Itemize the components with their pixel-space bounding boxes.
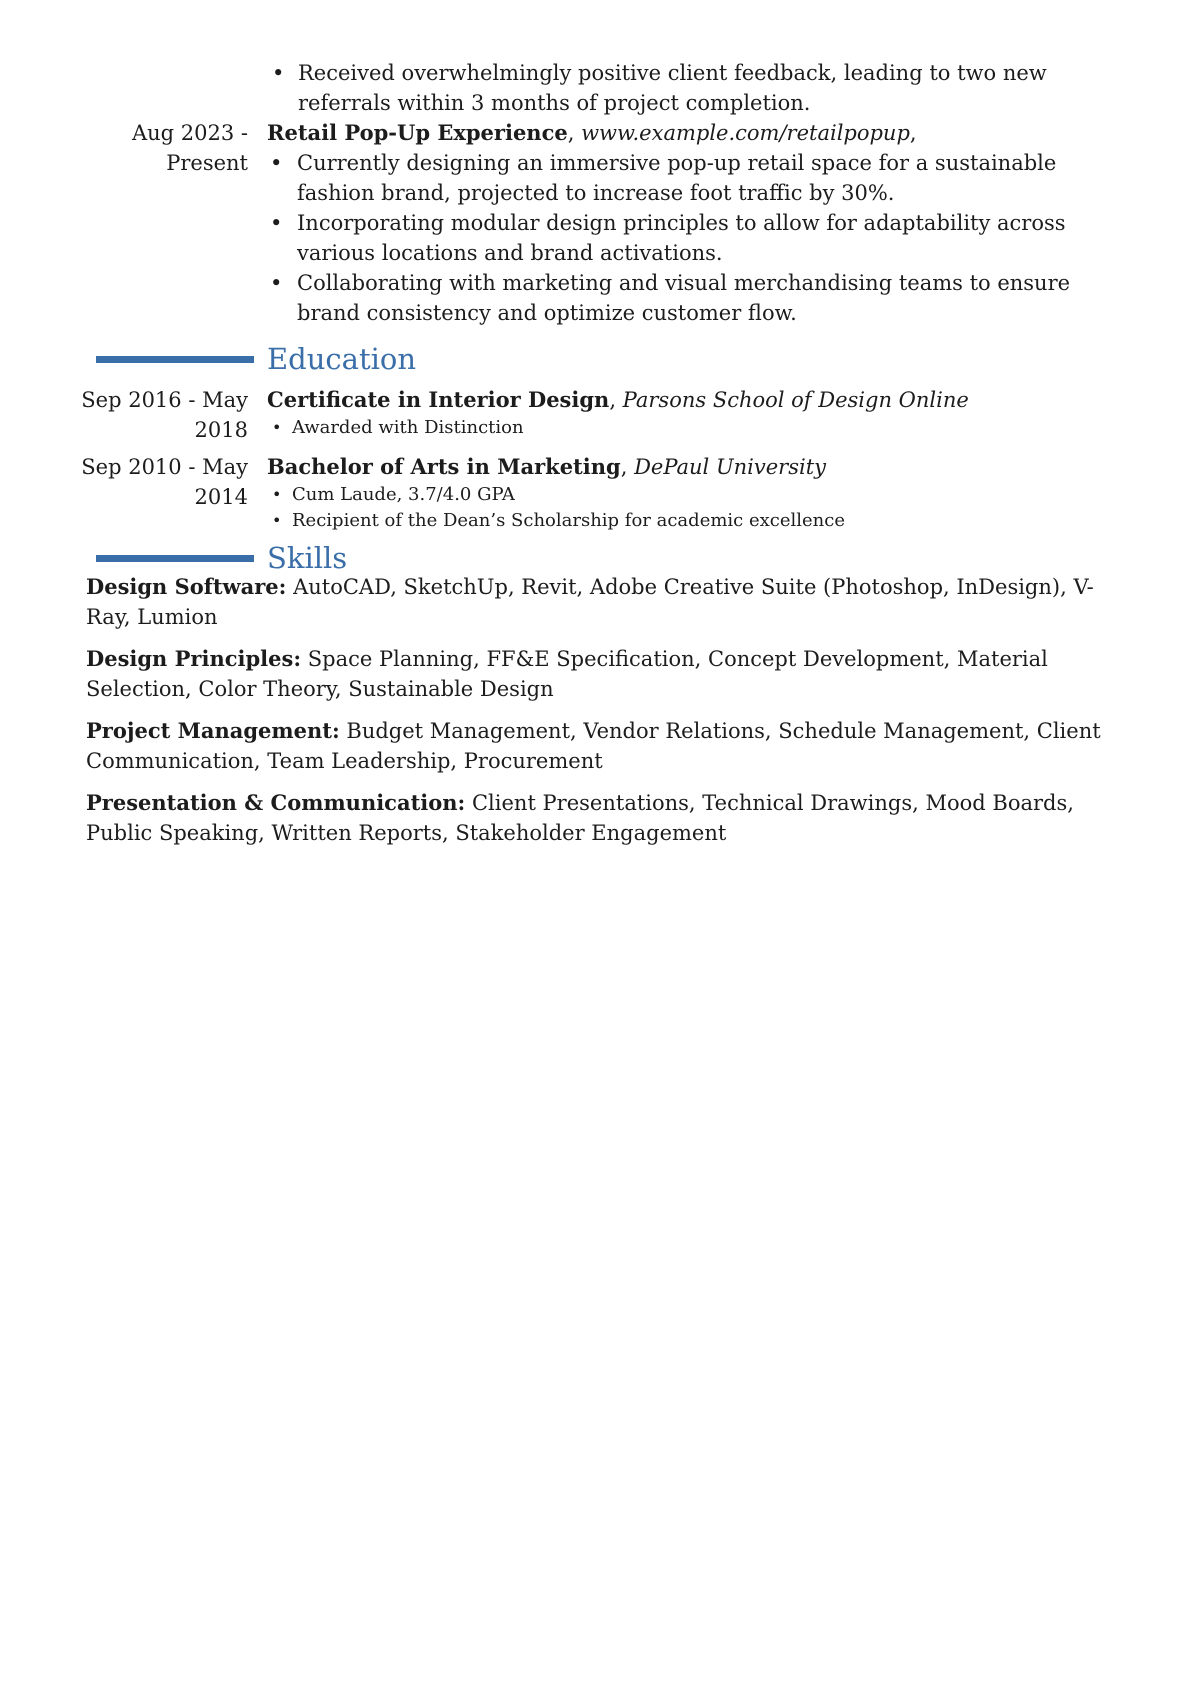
project-bullets [267,148,1107,328]
education-heading: Bachelor of Arts in Marketing, DePaul University [267,454,827,479]
education-date: Sep 2010 - May 2014 [81,455,248,509]
section-title: Skills [267,541,348,575]
list-item: • Collaborating with marketing and visual merchandising teams to ensure brand consistency and optimize customer flow. [267,268,1107,328]
list-item: • Cum Laude, 3.7/4.0 GPA [267,482,1107,508]
skills-list [86,572,1106,860]
section-rule [96,356,254,363]
education-body [267,385,1107,441]
skill-items: Space Planning, FF&E Specification, Concept Development, Material Selection, Color Theory, Sustainable Design [86,647,1048,701]
continuation-bullet-list [272,58,1072,118]
list-item: • Awarded with Distinction [267,415,1107,441]
list-item: • Recipient of the Dean’s Scholarship for academic excellence [267,508,1107,534]
school-name: DePaul University [634,455,827,479]
school-name: Parsons School of Design Online [622,388,969,412]
skill-group [86,644,1106,704]
degree-title: Bachelor of Arts in Marketing [267,454,621,479]
skill-group [86,788,1106,848]
degree-title: Certificate in Interior Design [267,387,610,412]
list-item: • Currently designing an immersive pop-up retail space for a sustainable fashion brand, projected to increase foot traffic by 30%. [267,148,1107,208]
section-rule [96,555,254,562]
skill-items: AutoCAD, SketchUp, Revit, Adobe Creative Suite (Photoshop, InDesign), V-Ray, Lumion [86,575,1094,629]
education-heading: Certificate in Interior Design, Parsons School of Design Online [267,387,969,412]
project-heading: Retail Pop-Up Experience, www.example.com/retailpopup, [267,120,917,145]
project-body [267,118,1107,328]
skill-label: Design Software: [86,574,287,599]
skill-items: Budget Management, Vendor Relations, Schedule Management, Client Communication, Team Leadership, Procurement [86,719,1101,773]
education-bullets [267,415,1107,441]
skill-label: Design Principles: [86,646,302,671]
list-item: • Incorporating modular design principles to allow for adaptability across various locations and brand activations. [267,208,1107,268]
skill-items: Client Presentations, Technical Drawings, Mood Boards, Public Speaking, Written Reports, Stakeholder Engagement [86,791,1074,845]
list-item: • Received overwhelmingly positive client feedback, leading to two new referrals within 3 months of project completion. [272,58,1072,118]
project-date: Aug 2023 - Present [131,121,248,175]
education-date: Sep 2016 - May 2018 [81,388,248,442]
project-title: Retail Pop-Up Experience [267,120,568,145]
skill-group [86,716,1106,776]
education-bullets [267,482,1107,534]
project-url[interactable]: www.example.com/retailpopup [581,121,910,145]
skill-label: Presentation & Communication: [86,790,466,815]
skill-label: Project Management: [86,718,340,743]
education-body [267,452,1107,534]
education-section-header [0,341,1190,381]
skill-group [86,572,1106,632]
section-title: Education [267,342,417,376]
